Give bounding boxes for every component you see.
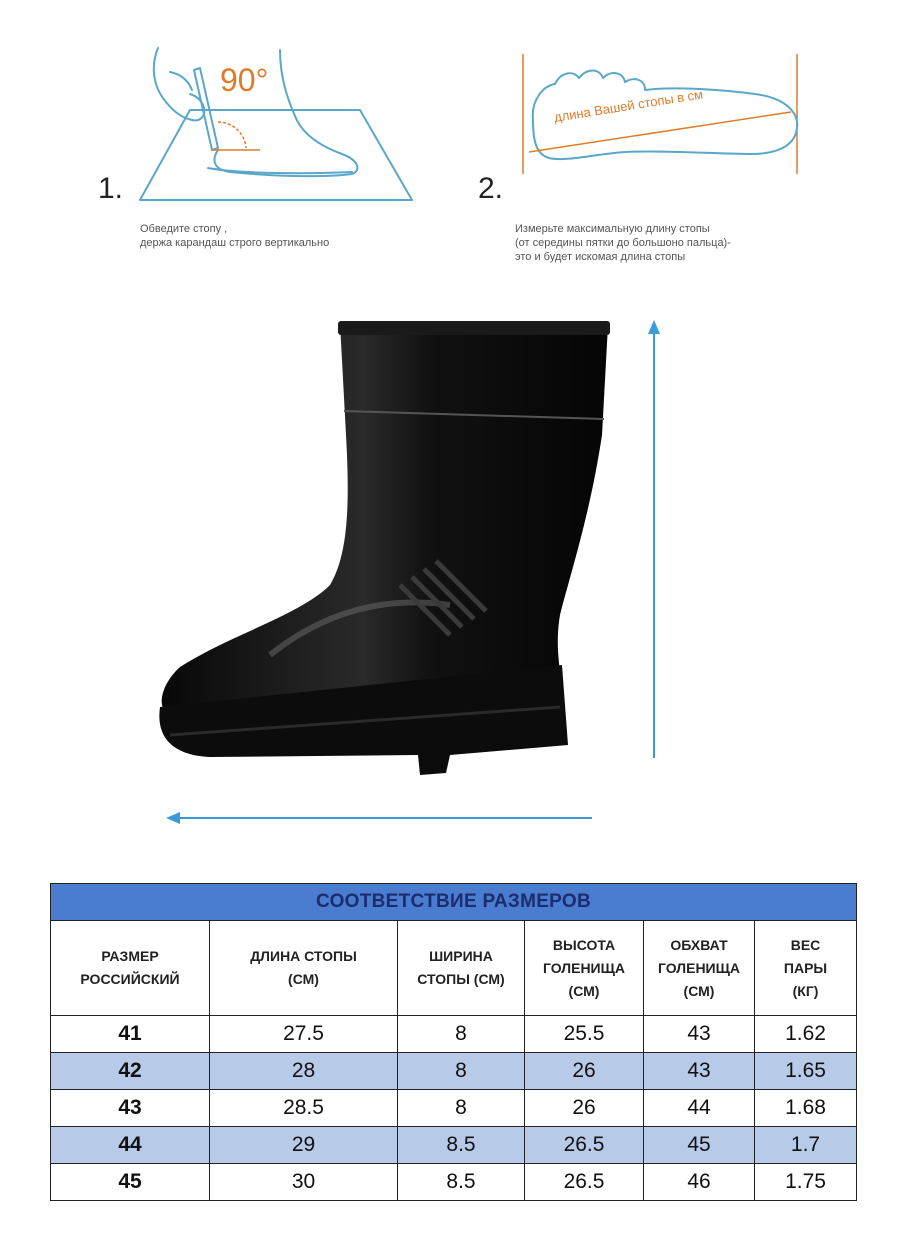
column-header-line: ПАРЫ <box>783 959 828 976</box>
foot-length-label: длина Вашей стопы в см <box>553 86 704 125</box>
column-header-line: РАЗМЕР <box>101 948 159 964</box>
cell-foot-length: 28.5 <box>210 1090 398 1127</box>
cell-foot-length: 29 <box>210 1127 398 1164</box>
cell-foot-width: 8 <box>398 1016 525 1053</box>
cell-size-ru: 45 <box>51 1164 210 1201</box>
column-header-line: ГОЛЕНИЩА <box>657 959 740 976</box>
cell-shaft-girth: 46 <box>644 1164 755 1201</box>
cell-foot-width: 8 <box>398 1090 525 1127</box>
cell-shaft-girth: 43 <box>644 1053 755 1090</box>
column-header-size-ru <box>51 921 210 1016</box>
cell-shaft-girth: 45 <box>644 1127 755 1164</box>
column-header-line: (СМ) <box>568 982 600 999</box>
column-header-shaft-girth <box>644 921 755 1016</box>
length-arrow <box>164 808 594 828</box>
cell-foot-width: 8.5 <box>398 1127 525 1164</box>
cell-pair-weight: 1.75 <box>755 1164 857 1201</box>
column-header-line: РОССИЙСКИЙ <box>80 971 180 987</box>
cell-foot-width: 8.5 <box>398 1164 525 1201</box>
cell-pair-weight: 1.68 <box>755 1090 857 1127</box>
column-header-line: СТОПЫ (СМ) <box>417 971 505 987</box>
table-header-row <box>51 921 857 1016</box>
column-header-line: (СМ) <box>683 982 715 999</box>
step2-number: 2. <box>478 172 504 205</box>
cell-shaft-height: 26 <box>525 1090 644 1127</box>
column-header-pair-weight <box>755 921 857 1016</box>
cell-size-ru: 41 <box>51 1016 210 1053</box>
cell-pair-weight: 1.7 <box>755 1127 857 1164</box>
column-header-line: ДЛИНА СТОПЫ <box>250 948 357 964</box>
cell-foot-width: 8 <box>398 1053 525 1090</box>
column-header-line: (СМ) <box>288 971 319 987</box>
cell-shaft-height: 26.5 <box>525 1164 644 1201</box>
table-row <box>51 1090 857 1127</box>
step1-number: 1. <box>98 172 124 205</box>
cell-foot-length: 27.5 <box>210 1016 398 1053</box>
size-correspondence-table <box>50 883 857 1201</box>
step1-caption: Обведите стопу , держа карандаш строго вертикально <box>140 223 330 249</box>
cell-foot-length: 30 <box>210 1164 398 1201</box>
column-header-foot-length <box>210 921 398 1016</box>
column-header-line: ВЕС <box>790 936 821 953</box>
column-header-line: ШИРИНА <box>429 948 493 964</box>
cell-shaft-height: 26.5 <box>525 1127 644 1164</box>
column-header-foot-width <box>398 921 525 1016</box>
cell-shaft-height: 25.5 <box>525 1016 644 1053</box>
table-row <box>51 1016 857 1053</box>
column-header-shaft-height <box>525 921 644 1016</box>
cell-pair-weight: 1.65 <box>755 1053 857 1090</box>
step2-caption: Измерьте максимальную длину стопы (от середины пятки до большоно пальца)- это и будет искомая длина стопы <box>515 223 731 263</box>
column-header-line: ГОЛЕНИЩА <box>542 959 625 976</box>
table-row <box>51 1053 857 1090</box>
column-header-line: ОБХВАТ <box>670 936 728 953</box>
height-arrow <box>644 318 664 760</box>
step1-foot-outline-illustration <box>130 38 420 208</box>
table-body <box>51 1016 857 1201</box>
cell-shaft-height: 26 <box>525 1053 644 1090</box>
cell-shaft-girth: 43 <box>644 1016 755 1053</box>
column-header-line: ВЫСОТА <box>552 936 616 953</box>
cell-shaft-girth: 44 <box>644 1090 755 1127</box>
table-title: СООТВЕТСТВИЕ РАЗМЕРОВ <box>51 884 857 921</box>
rubber-boot-image <box>150 315 620 795</box>
cell-foot-length: 28 <box>210 1053 398 1090</box>
column-header-line: (КГ) <box>792 982 819 999</box>
table-row <box>51 1127 857 1164</box>
cell-size-ru: 43 <box>51 1090 210 1127</box>
angle-label: 90° <box>220 62 269 98</box>
cell-pair-weight: 1.62 <box>755 1016 857 1053</box>
cell-size-ru: 42 <box>51 1053 210 1090</box>
table-row <box>51 1164 857 1201</box>
cell-size-ru: 44 <box>51 1127 210 1164</box>
